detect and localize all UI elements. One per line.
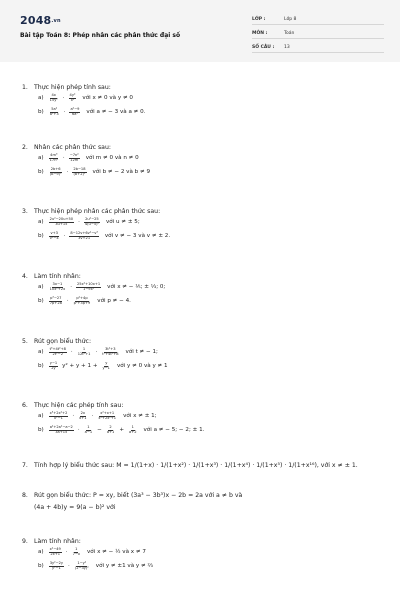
fraction: [97, 412, 117, 421]
part-condition: với b ≠ − 2 và b ≠ 9: [92, 169, 151, 176]
fraction-denominator: 7p+28: [49, 300, 62, 305]
fraction-numerator: 1: [131, 425, 134, 429]
fraction-denominator: a+1: [106, 429, 115, 434]
fraction-numerator: 2b−18: [73, 167, 86, 171]
fraction-numerator: 4y²: [69, 93, 76, 97]
fraction: [69, 154, 80, 163]
problem-text: Tính hợp lý biểu thức sau: M = 1/(1+x) · 1/(1+x²) · 1/(1+x³) · 1/(1+x⁴) · 1/(1+x⁵) · 1/(1+x¹⁶), với x ≠ ± 1.: [34, 462, 358, 469]
fraction-numerator: a²−9: [70, 107, 80, 111]
problem-5: [22, 338, 387, 370]
expression-middle: −: [97, 427, 102, 434]
fraction-numerator: y: [105, 361, 108, 365]
fraction: [84, 426, 94, 435]
fraction-denominator: 6a³: [71, 111, 78, 116]
fraction-numerator: 3x−1: [52, 282, 63, 286]
fraction: [49, 154, 59, 163]
fraction: [73, 297, 92, 306]
part-label: a): [38, 95, 44, 102]
fraction: [128, 426, 138, 435]
fraction: [74, 562, 90, 571]
plus-sign: +: [119, 427, 124, 434]
part-condition: với x ≠ ± 1;: [123, 413, 157, 420]
fraction-numerator: x²+x+1: [100, 411, 115, 415]
fraction-numerator: 1−y²: [77, 561, 87, 565]
problem-text: Thực hiện các phép tính sau:: [34, 402, 124, 409]
multiply-sign: ·: [62, 155, 65, 162]
multiply-sign: ·: [70, 284, 72, 291]
fraction-numerator: 1: [87, 425, 90, 429]
problem-number: 2.: [22, 144, 28, 151]
fraction-denominator: y²−1: [51, 565, 61, 570]
fraction-numerator: x³+2x²+2: [49, 411, 68, 415]
problem-number: 7.: [22, 462, 28, 469]
problem-4: [22, 273, 387, 305]
problem-part-b: [38, 562, 153, 571]
problem-text: Rút gọn biểu thức: P = xy, biết (3a³ − 3b³)x − 2b = 2a với a ≠ b và: [34, 492, 243, 499]
multiply-sign: ·: [62, 95, 65, 102]
fraction-numerator: 1: [75, 547, 78, 551]
fraction: [77, 348, 92, 357]
fraction-numerator: p³−27: [50, 296, 62, 300]
multiply-sign: ·: [78, 219, 80, 226]
fraction-numerator: 1: [82, 347, 86, 351]
site-logo[interactable]: 2048.vn: [20, 14, 61, 27]
fraction-numerator: a²+2a²−a−2: [49, 425, 73, 429]
fraction-denominator: 17n⁴: [49, 157, 58, 162]
fraction-denominator: (b−9)²: [49, 171, 62, 176]
problem-part-a: [38, 348, 158, 357]
problem-text: Rút gọn biểu thức:: [34, 338, 92, 345]
problem-part-a: [38, 412, 157, 421]
fraction-denominator: 3v+21: [78, 235, 91, 240]
problem-text: Làm tính nhân:: [34, 538, 81, 545]
fraction-numerator: v+3: [50, 231, 58, 235]
fraction-denominator: 7−x: [72, 551, 80, 556]
fraction: [102, 362, 111, 371]
part-condition: với x ≠ 0 và y ≠ 0: [82, 95, 133, 102]
part-label: b): [38, 563, 44, 570]
problem-number: 1.: [22, 84, 28, 91]
problem-part-a: [38, 154, 139, 163]
problem-number: 3.: [22, 208, 28, 215]
part-label: b): [38, 427, 44, 434]
problem-number: 5.: [22, 338, 28, 345]
part-condition: với a ≠ − 5; − 2; ± 1.: [143, 427, 205, 434]
fraction: [49, 348, 67, 357]
problem-heading: [22, 462, 387, 471]
fraction: [49, 283, 67, 292]
problem-text: Thực hiện phép tính sau:: [34, 84, 111, 91]
meta-row-subject: MÔN : Toán: [252, 28, 384, 39]
fraction-numerator: 3t²+3: [105, 347, 116, 351]
meta-row-count: SỐ CÂU : 13: [252, 42, 384, 53]
fraction-denominator: 4(u−5)²: [84, 221, 99, 226]
fraction: [49, 548, 62, 557]
fraction-denominator: 2t²−2: [52, 351, 63, 356]
multiply-sign: ·: [68, 563, 70, 570]
fraction-numerator: 2u²−25: [85, 217, 99, 221]
fraction-denominator: y−1: [102, 365, 110, 370]
document-title: Bài tập Toán 8: Phép nhân các phân thức đại số: [20, 32, 181, 39]
problem-heading: [22, 84, 387, 93]
part-label: b): [38, 109, 44, 116]
problem-heading: [22, 144, 387, 153]
document-header: [0, 0, 400, 62]
fraction-numerator: −7n²: [69, 153, 79, 157]
fraction: [49, 297, 63, 306]
fraction-numerator: 2: [109, 425, 112, 429]
part-condition: với x ≠ − ½ và x ≠ 7: [87, 549, 146, 556]
multiply-sign: ·: [63, 233, 66, 240]
fraction: [49, 218, 74, 227]
multiply-sign: ·: [72, 413, 75, 420]
fraction-numerator: 25x²+10x+1: [76, 282, 101, 286]
fraction-numerator: t³+4t²+8: [49, 347, 66, 351]
problem-part-a: [38, 548, 146, 557]
problem-3: [22, 208, 387, 240]
problem-number: 4.: [22, 273, 28, 280]
multiply-sign: ·: [65, 549, 68, 556]
fraction-numerator: 8−12v+6v²−v³: [70, 231, 98, 235]
multiply-sign: ·: [91, 413, 94, 420]
part-condition: với u ≠ ± 5;: [105, 219, 140, 226]
problem-text: Làm tính nhân:: [34, 273, 81, 280]
part-condition: với y ≠ 0 và y ≠ 1: [116, 363, 168, 370]
fraction-denominator: 1−9x²: [82, 286, 95, 291]
fraction: [49, 426, 74, 435]
problem-text: Nhân các phân thức sau:: [34, 144, 111, 151]
problem-8: [22, 492, 387, 513]
fraction-numerator: y−1: [49, 361, 58, 365]
fraction-denominator: 12m: [70, 157, 79, 162]
problem-heading: [22, 492, 387, 501]
fraction-numerator: 2u²−20u+50: [49, 217, 74, 221]
problem-1: [22, 84, 387, 116]
problem-part-b: [38, 168, 150, 177]
fraction-denominator: 3a+15: [55, 429, 68, 434]
problem-part-a: [38, 283, 165, 292]
fraction: [49, 232, 60, 241]
problem-number: 9.: [22, 538, 28, 545]
multiply-sign: ·: [63, 109, 66, 116]
fraction: [49, 168, 63, 177]
problem-number: 6.: [22, 402, 28, 409]
problem-part-a: [38, 218, 140, 227]
fraction-denominator: 2y: [51, 365, 56, 370]
fraction-denominator: x+1: [79, 415, 87, 420]
problem-part-b: [38, 297, 131, 306]
fraction: [49, 94, 59, 103]
fraction-denominator: 10x²+2x: [49, 286, 66, 291]
fraction-denominator: (2−3y)²: [74, 565, 89, 570]
problem-7: [22, 462, 387, 471]
problem-heading: [22, 538, 387, 547]
multiply-sign: ·: [66, 298, 69, 305]
fraction-numerator: 2x: [80, 411, 86, 415]
problem-heading: [22, 402, 387, 411]
problem-part-b: [38, 232, 170, 241]
problem-part-b: [38, 108, 145, 117]
problem-2: [22, 144, 387, 176]
multiply-sign: ·: [70, 349, 73, 356]
part-condition: với t ≠ − 1;: [125, 349, 158, 356]
fraction: [49, 108, 60, 117]
problem-heading: [22, 338, 387, 347]
problem-text-line-2: [22, 504, 387, 513]
part-label: a): [38, 413, 44, 420]
part-label: a): [38, 549, 44, 556]
fraction: [69, 94, 77, 103]
fraction-numerator: 4x: [51, 93, 56, 97]
problem-9: [22, 538, 387, 570]
fraction: [49, 412, 69, 421]
problem-number: 8.: [22, 492, 28, 499]
fraction-numerator: p²+4p: [76, 296, 88, 300]
part-label: a): [38, 155, 44, 162]
problem-part-b: [38, 362, 168, 371]
fraction: [49, 362, 58, 371]
part-condition: với v ≠ − 3 và v ≠ ± 2.: [104, 233, 171, 240]
expression-middle: y² + y + 1 +: [62, 363, 98, 370]
fraction-denominator: x⁴+2x²+1: [98, 415, 117, 420]
fraction: [76, 283, 101, 292]
problem-heading: [22, 208, 387, 217]
fraction-numerator: 4m³: [50, 153, 58, 157]
fraction: [84, 218, 100, 227]
problem-part-b: [38, 426, 204, 435]
fraction-denominator: a²+3: [49, 111, 59, 116]
problem-6: [22, 402, 387, 434]
part-label: a): [38, 219, 44, 226]
fraction-numerator: 5a²: [51, 107, 58, 111]
fraction-denominator: 2x+1: [50, 551, 61, 556]
fraction: [78, 412, 87, 421]
part-label: a): [38, 349, 44, 356]
multiply-sign: ·: [95, 349, 98, 356]
fraction: [69, 232, 98, 241]
fraction: [101, 348, 119, 357]
fraction-denominator: v²−4: [49, 235, 59, 240]
fraction-denominator: t³+4t²+8: [102, 351, 119, 356]
part-label: b): [38, 169, 44, 176]
fraction: [106, 426, 116, 435]
fraction-denominator: a+2: [129, 429, 137, 434]
problem-heading: [22, 273, 387, 282]
fraction-denominator: x²−1: [54, 415, 63, 420]
part-condition: với a ≠ − 3 và a ≠ 0.: [86, 109, 146, 116]
fraction: [69, 108, 80, 117]
meta-row-class: LỚP : Lớp 8: [252, 14, 384, 25]
fraction: [72, 168, 86, 177]
part-label: b): [38, 363, 44, 370]
part-label: a): [38, 284, 44, 291]
fraction-denominator: 3u+15: [55, 221, 68, 226]
part-condition: với p ≠ − 4.: [97, 298, 131, 305]
fraction-numerator: x²−49: [49, 547, 61, 551]
problem-text-continued: (4a + 4b)y = 9(a − b)² với: [34, 504, 116, 511]
multiply-sign: ·: [66, 169, 69, 176]
fraction-denominator: p²+3p+9: [73, 300, 91, 305]
problem-text: Thực hiện phép nhân các phân thức sau:: [34, 208, 161, 215]
fraction: [49, 562, 64, 571]
fraction-numerator: 3y²−2y: [49, 561, 64, 565]
part-condition: với m ≠ 0 và n ≠ 0: [85, 155, 139, 162]
part-condition: với x ≠ − ⅕; ± ⅓; 0;: [107, 284, 166, 291]
part-condition: với y ≠ ±1 và y ≠ ⅔: [95, 563, 153, 570]
fraction-denominator: 12t²+1: [77, 351, 91, 356]
fraction-denominator: a−1: [84, 429, 93, 434]
fraction-denominator: (b+2)²: [73, 171, 86, 176]
fraction-denominator: 15y⁷: [49, 97, 58, 102]
problem-part-a: [38, 94, 133, 103]
part-label: b): [38, 233, 44, 240]
fraction-numerator: 2b+6: [50, 167, 61, 171]
part-label: b): [38, 298, 44, 305]
fraction-denominator: x²: [70, 97, 75, 102]
fraction: [72, 548, 81, 557]
multiply-sign: ·: [77, 427, 80, 434]
